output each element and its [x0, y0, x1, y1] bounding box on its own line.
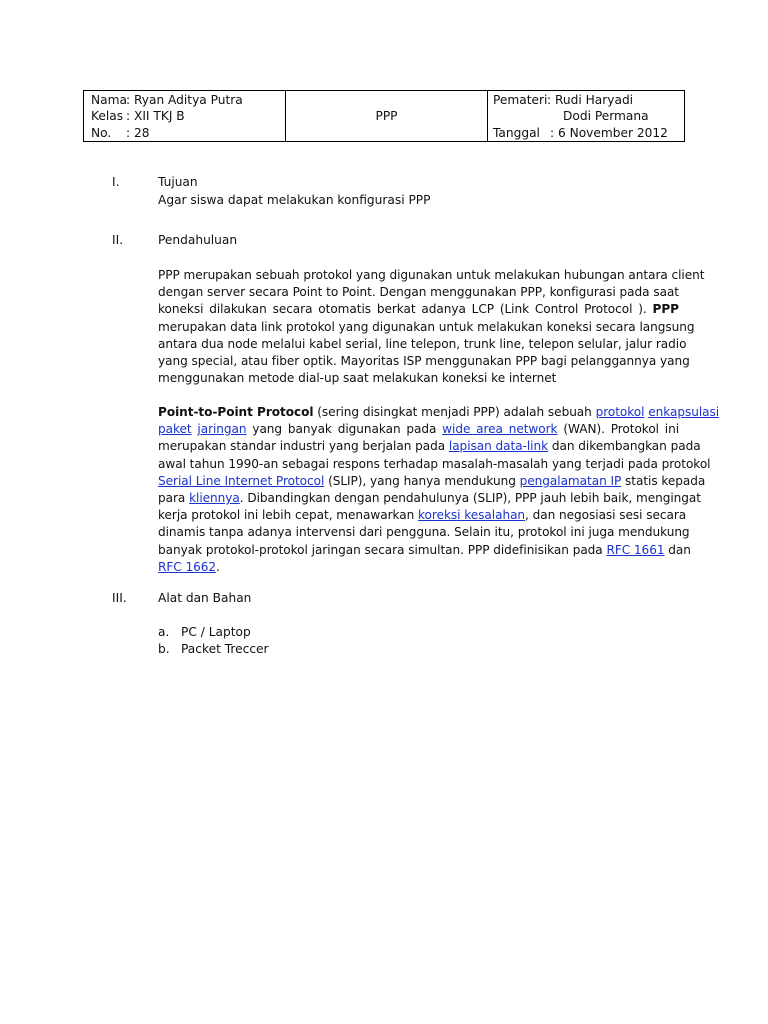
section-1-text: Agar siswa dapat melakukan konfigurasi PPP — [158, 193, 431, 207]
link-rfc-1662[interactable]: RFC 1662 — [158, 559, 217, 574]
list-item-marker: b. — [158, 642, 170, 656]
para2-text: merupakan standar industri yang berjalan pada — [158, 439, 446, 454]
section-1-number: I. — [112, 175, 120, 189]
kelas-row — [91, 108, 185, 124]
pemateri-value: : Rudi Haryadi — [547, 93, 634, 107]
paragraph-ppp-definition — [158, 404, 720, 576]
list-item-marker: a. — [158, 625, 170, 639]
para2-line — [158, 404, 720, 421]
list-item: PC / Laptop — [181, 625, 251, 639]
header-table — [83, 90, 685, 142]
para2-line — [158, 490, 701, 507]
tanggal-label: Tanggal — [493, 126, 540, 140]
para2-text: . — [216, 559, 220, 574]
para1-line — [158, 301, 679, 318]
tanggal-value: : 6 November 2012 — [550, 126, 668, 140]
tanggal-row — [493, 125, 668, 141]
document-title: PPP — [375, 109, 398, 123]
para2-text: yang banyak digunakan pada — [252, 422, 437, 437]
pemateri-label: Pemateri — [493, 93, 548, 107]
section-3-title: Alat dan Bahan — [158, 591, 252, 605]
para2-line: awal tahun 1990-an sebagai respons terhadap masalah-masalah yang terjadi pada protokol — [158, 456, 711, 471]
para2-text: kerja protokol ini lebih cepat, menawarkan — [158, 508, 415, 523]
para2-text: statis kepada — [625, 473, 706, 488]
nama-row — [91, 92, 243, 108]
pemateri-row — [493, 92, 633, 108]
term-point-to-point: Point-to-Point Protocol — [158, 405, 314, 419]
link-jaringan[interactable]: jaringan — [197, 422, 247, 437]
link-wide-area-network[interactable]: wide area network — [442, 422, 558, 437]
para2-text: (sering disingkat menjadi PPP) adalah sebuah — [317, 405, 592, 419]
no-label: No. — [91, 126, 112, 140]
link-paket[interactable]: paket — [158, 422, 192, 437]
para1-line: yang special, atau fiber optik. Mayoritas ISP menggunakan PPP bagi pelanggannya yang — [158, 353, 690, 368]
para2-line — [158, 507, 687, 524]
section-2-number: II. — [112, 233, 124, 247]
para2-text: para — [158, 490, 186, 505]
para2-text: dan dikembangkan pada — [551, 439, 701, 454]
paragraph-intro — [158, 267, 705, 387]
no-value: : 28 — [126, 126, 150, 140]
para1-line-text: koneksi dilakukan secara otomatis berkat adanya LCP (Link Control Protocol ). — [158, 302, 647, 317]
nama-label: Nama — [91, 93, 127, 107]
para2-text: . Dibandingkan dengan pendahulunya (SLIP), PPP jauh lebih baik, mengingat — [239, 490, 701, 505]
section-2-title: Pendahuluan — [158, 233, 238, 247]
title-cell — [286, 91, 488, 141]
para2-text: banyak protokol-protokol jaringan secara simultan. PPP didefinisikan pada — [158, 542, 603, 557]
para1-line: menggunakan metode dial-up saat melakukan koneksi ke internet — [158, 371, 557, 386]
para2-text: (WAN). Protokol ini — [563, 422, 680, 437]
list-item: Packet Treccer — [181, 642, 269, 656]
teacher-info-cell — [488, 91, 684, 141]
para1-line: PPP merupakan sebuah protokol yang digunakan untuk melakukan hubungan antara client — [158, 268, 705, 282]
link-rfc-1661[interactable]: RFC 1661 — [606, 542, 665, 557]
para1-line: antara dua node melalui kabel serial, line telepon, trunk line, telepon selular, jalur radio — [158, 336, 687, 351]
para2-text: , dan negosiasi sesi secara — [525, 508, 687, 523]
link-enkapsulasi[interactable]: enkapsulasi — [648, 405, 720, 419]
section-3-number: III. — [112, 591, 127, 605]
link-lapisan-data-link[interactable]: lapisan data-link — [448, 439, 549, 454]
section-1-title: Tujuan — [158, 175, 198, 189]
para1-bold-ppp: PPP — [652, 302, 679, 317]
para1-line: merupakan data link protokol yang digunakan untuk melakukan koneksi secara langsung — [158, 319, 695, 334]
pemateri-value-2: Dodi Permana — [563, 109, 649, 123]
kelas-label: Kelas — [91, 109, 124, 123]
para2-text: (SLIP), yang hanya mendukung — [328, 473, 516, 488]
link-slip[interactable]: Serial Line Internet Protocol — [158, 473, 325, 488]
para1-line: dengan server secara Point to Point. Dengan menggunakan PPP, konfigurasi pada saat — [158, 285, 679, 300]
para2-line — [158, 542, 691, 559]
para2-line — [158, 421, 679, 438]
kelas-value: : XII TKJ B — [126, 109, 185, 123]
student-info-cell — [84, 91, 286, 141]
para2-line — [158, 473, 706, 490]
para2-text: dan — [668, 542, 691, 557]
link-koreksi-kesalahan[interactable]: koreksi kesalahan — [418, 508, 526, 523]
para2-line — [158, 438, 701, 455]
link-kliennya[interactable]: kliennya — [189, 490, 240, 505]
link-pengalamatan-ip[interactable]: pengalamatan IP — [519, 473, 622, 488]
para2-line — [158, 559, 679, 576]
no-row — [91, 125, 150, 141]
para2-line: dinamis tanpa adanya intervensi dari pengguna. Selain itu, protokol ini juga mendukung — [158, 525, 690, 540]
link-protokol[interactable]: protokol — [595, 405, 645, 419]
nama-value: : Ryan Aditya Putra — [126, 93, 243, 107]
